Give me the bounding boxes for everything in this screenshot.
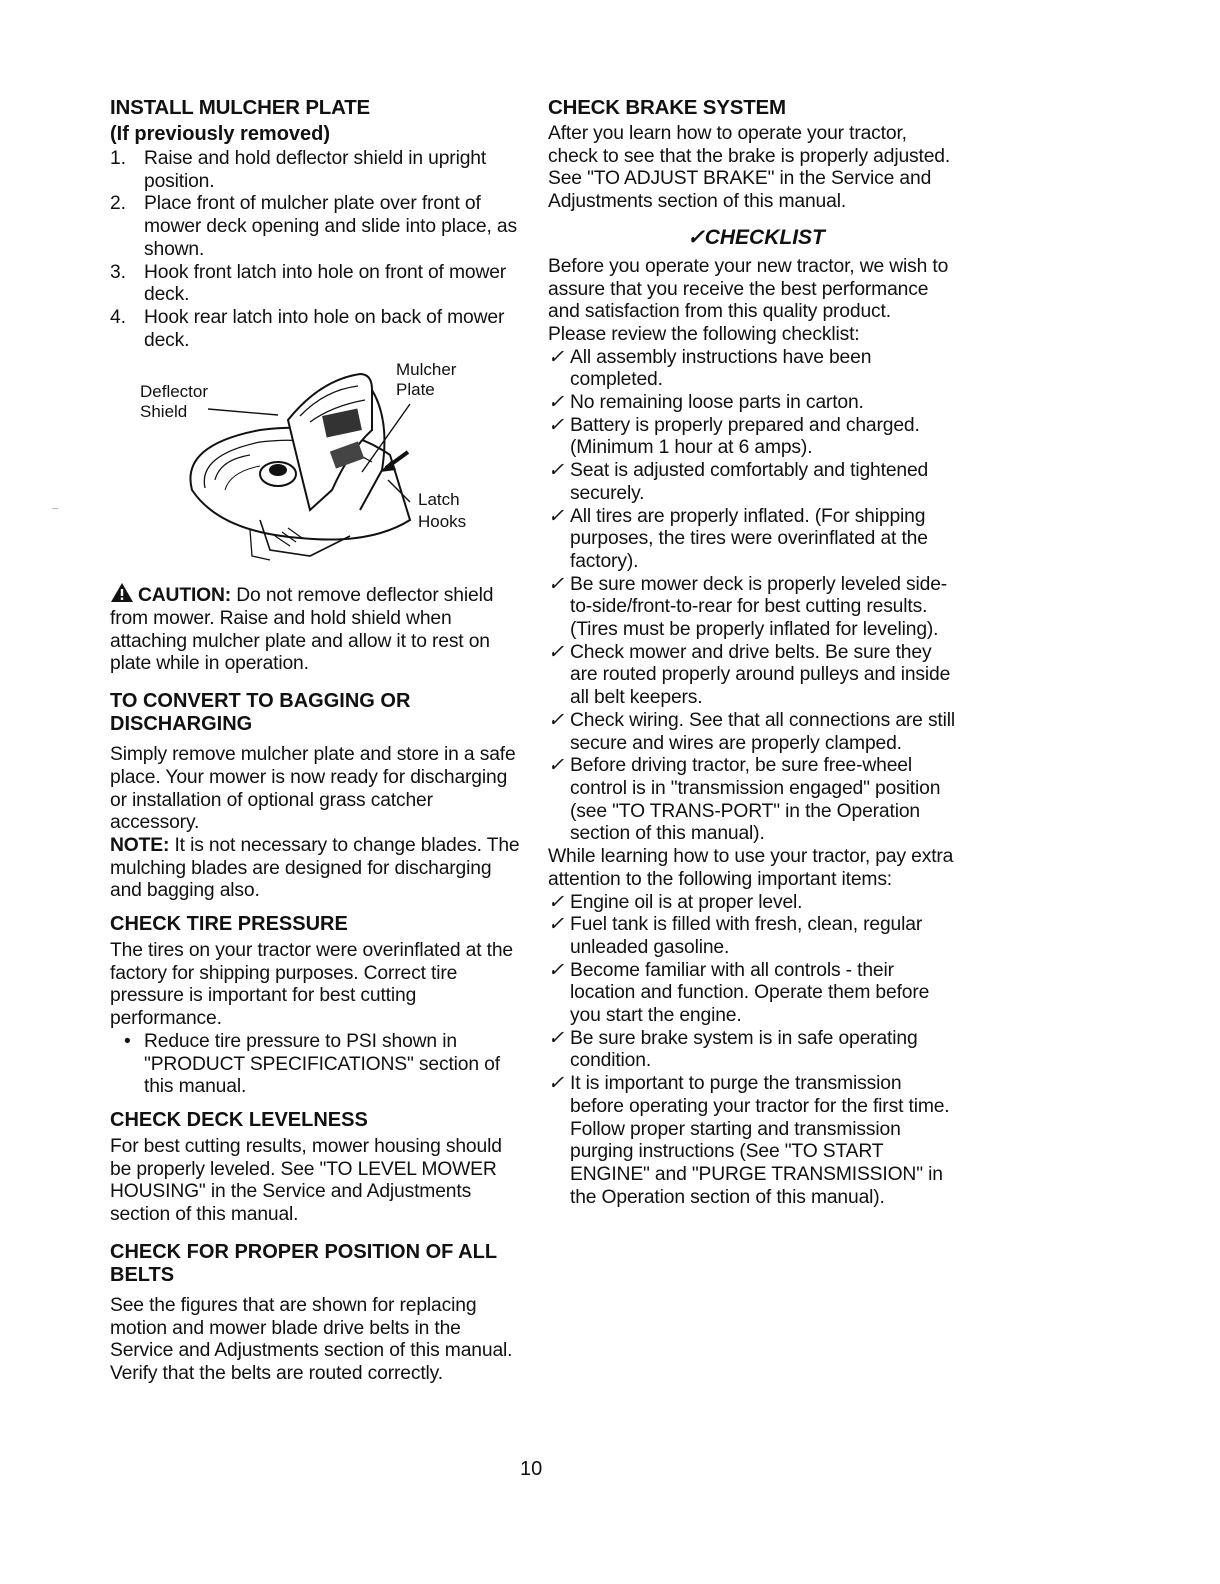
checklist-item [548,642,958,710]
note-paragraph [110,835,522,903]
check-icon: ✓ [548,914,565,936]
caution-paragraph [110,582,522,676]
convert-bagging-text: Simply remove mulcher plate and store in a safe place. Your mower is now ready for discharging or installation of optional grass catcher accessory. [110,744,516,834]
learning-item [548,914,958,959]
mulcher-plate-label: Mulcher [396,360,457,380]
note-label: NOTE: [110,834,170,856]
brake-text: After you learn how to operate your tractor, check to see that the brake is properly adjusted. See "TO ADJUST BRAKE" in the Service and Adjustments section of this manual. [548,123,951,213]
checklist-item [548,460,958,505]
install-step [110,307,522,352]
deflector-shield-label: Shield [140,402,188,422]
check-deck-levelness-heading: CHECK DECK LEVELNESS [110,1108,368,1131]
learning-item-text: Become familiar with all controls - their location and function. Operate them before you start the engine. [570,959,930,1027]
check-icon: ✓ [548,573,565,595]
step-number: 3. [110,261,126,283]
warning-icon [110,582,134,603]
check-icon: ✓ [548,1073,565,1095]
page-number: 10 [520,1458,543,1480]
install-step [110,262,522,307]
tire-pressure-bullet [110,1031,522,1099]
checklist-item-text: Before driving tractor, be sure free-wheel control is in "transmission engaged" position (see "TO TRANS-PORT" in the Operation section of this manual). [570,755,941,845]
step-number: 4. [110,306,126,328]
checklist-item-text: Check wiring. See that all connections are still secure and wires are properly clamped. [570,709,956,754]
checklist-items [548,347,958,846]
learning-item-text: Engine oil is at proper level. [570,891,803,913]
checklist-item [548,415,958,460]
mulcher-plate-figure [110,360,522,574]
left-column [110,96,522,1386]
install-steps-list [110,148,522,352]
step-text: Hook front latch into hole on front of mower deck. [144,261,507,306]
tire-pressure-text: The tires on your tractor were overinflated at the factory for shipping purposes. Correct tire pressure is important for best cutting performance. [110,940,513,1030]
check-brake-heading: CHECK BRAKE SYSTEM [548,96,786,119]
step-text: Hook rear latch into hole on back of mower deck. [144,306,505,351]
step-text: Raise and hold deflector shield in upright position. [144,148,487,192]
checklist-item-text: Check mower and drive belts. Be sure they are routed properly around pulleys and inside all belt keepers. [570,641,951,709]
check-belts-heading: CHECK FOR PROPER POSITION OF ALL BELTS [110,1240,497,1286]
deck-levelness-text: For best cutting results, mower housing should be properly leveled. See "TO LEVEL MOWER HOUSING" in the Service and Adjustments section of this manual. [110,1135,502,1226]
checklist-item [548,755,958,846]
checklist-item-text: Battery is properly prepared and charged. (Minimum 1 hour at 6 amps). [570,414,920,459]
install-step [110,148,522,193]
deflector-shield-label: Deflector [140,382,209,402]
bullet-mark: • [124,1030,131,1052]
learning-item [548,1028,958,1073]
check-icon: ✓ [548,709,565,731]
caution-text: Do not remove deflector shield from mower. Raise and hold shield when attaching mulcher plate and allow it to rest on plate while in operation. [110,585,494,675]
install-step [110,193,522,261]
note-text: It is not necessary to change blades. The mulching blades are designed for discharging and bagging also. [110,834,520,902]
checklist-item [548,574,958,642]
checklist-item [548,506,958,574]
latch-hooks-label: Latch [418,490,460,510]
check-icon: ✓ [548,891,565,913]
checklist-intro: Before you operate your new tractor, we wish to assure that you receive the best performance and satisfaction from this quality product. [548,255,949,323]
step-number: 2. [110,193,126,215]
learning-item [548,960,958,1028]
learning-text: While learning how to use your tractor, pay extra attention to the following important items: [548,846,954,890]
caution-label: CAUTION: [138,585,232,607]
check-icon: ✓ [548,414,565,436]
mulcher-plate-label: Plate [396,380,435,400]
check-icon: ✓ [548,346,565,368]
checklist-item-text: Be sure mower deck is properly leveled side-to-side/front-to-rear for best cutting results. (Tires must be properly inflated for leveling). [570,573,948,641]
check-icon: ✓ [548,1027,565,1049]
install-mulcher-subheading: (If previously removed) [110,123,331,145]
margin-mark [52,508,58,509]
check-tire-pressure-heading: CHECK TIRE PRESSURE [110,913,348,936]
learning-items [548,892,958,1210]
learning-item-text: Fuel tank is filled with fresh, clean, regular unleaded gasoline. [570,914,923,958]
check-icon: ✓ [548,392,565,414]
checklist-item [548,392,958,415]
check-icon: ✓ [548,505,565,527]
checklist-item [548,347,958,392]
check-icon: ✓ [548,460,565,482]
check-icon: ✓ [548,755,565,777]
check-icon: ✓ [548,959,565,981]
checklist-item-text: All tires are properly inflated. (For shipping purposes, the tires were overinflated at the factory). [570,505,928,572]
convert-bagging-heading: TO CONVERT TO BAGGING OR DISCHARGING [110,690,411,736]
checklist-item [548,710,958,755]
checklist-item-text: Seat is adjusted comfortably and tightened securely. [570,460,929,504]
step-text: Place front of mulcher plate over front of mower deck opening and slide into place, as shown. [144,193,517,260]
learning-item-text: Be sure brake system is in safe operating condition. [570,1027,918,1072]
learning-item-text: It is important to purge the transmission before operating your tractor for the first time. Follow proper starting and transmission purging instructions (See "TO START ENGINE" and "PURGE TRANSMISSION" in the Operation section of this manual). [570,1073,950,1208]
step-number: 1. [110,148,126,169]
latch-hooks-label: Hooks [418,512,467,532]
bullet-text: Reduce tire pressure to PSI shown in "PRODUCT SPECIFICATIONS" section of this manual. [144,1030,500,1098]
learning-item [548,892,958,915]
check-icon: ✓ [548,641,565,663]
right-column [548,96,958,1209]
install-mulcher-heading: INSTALL MULCHER PLATE [110,96,371,119]
checklist-item-text: No remaining loose parts in carton. [570,392,864,414]
learning-item [548,1073,958,1209]
checklist-title: ✓CHECKLIST [687,225,825,249]
checklist-item-text: All assembly instructions have been completed. [570,346,872,391]
belts-text: See the figures that are shown for replacing motion and mower blade drive belts in the Service and Adjustments section of this manual. Verify that the belts are routed correctly. [110,1294,513,1384]
checklist-prompt: Please review the following checklist: [548,323,860,345]
